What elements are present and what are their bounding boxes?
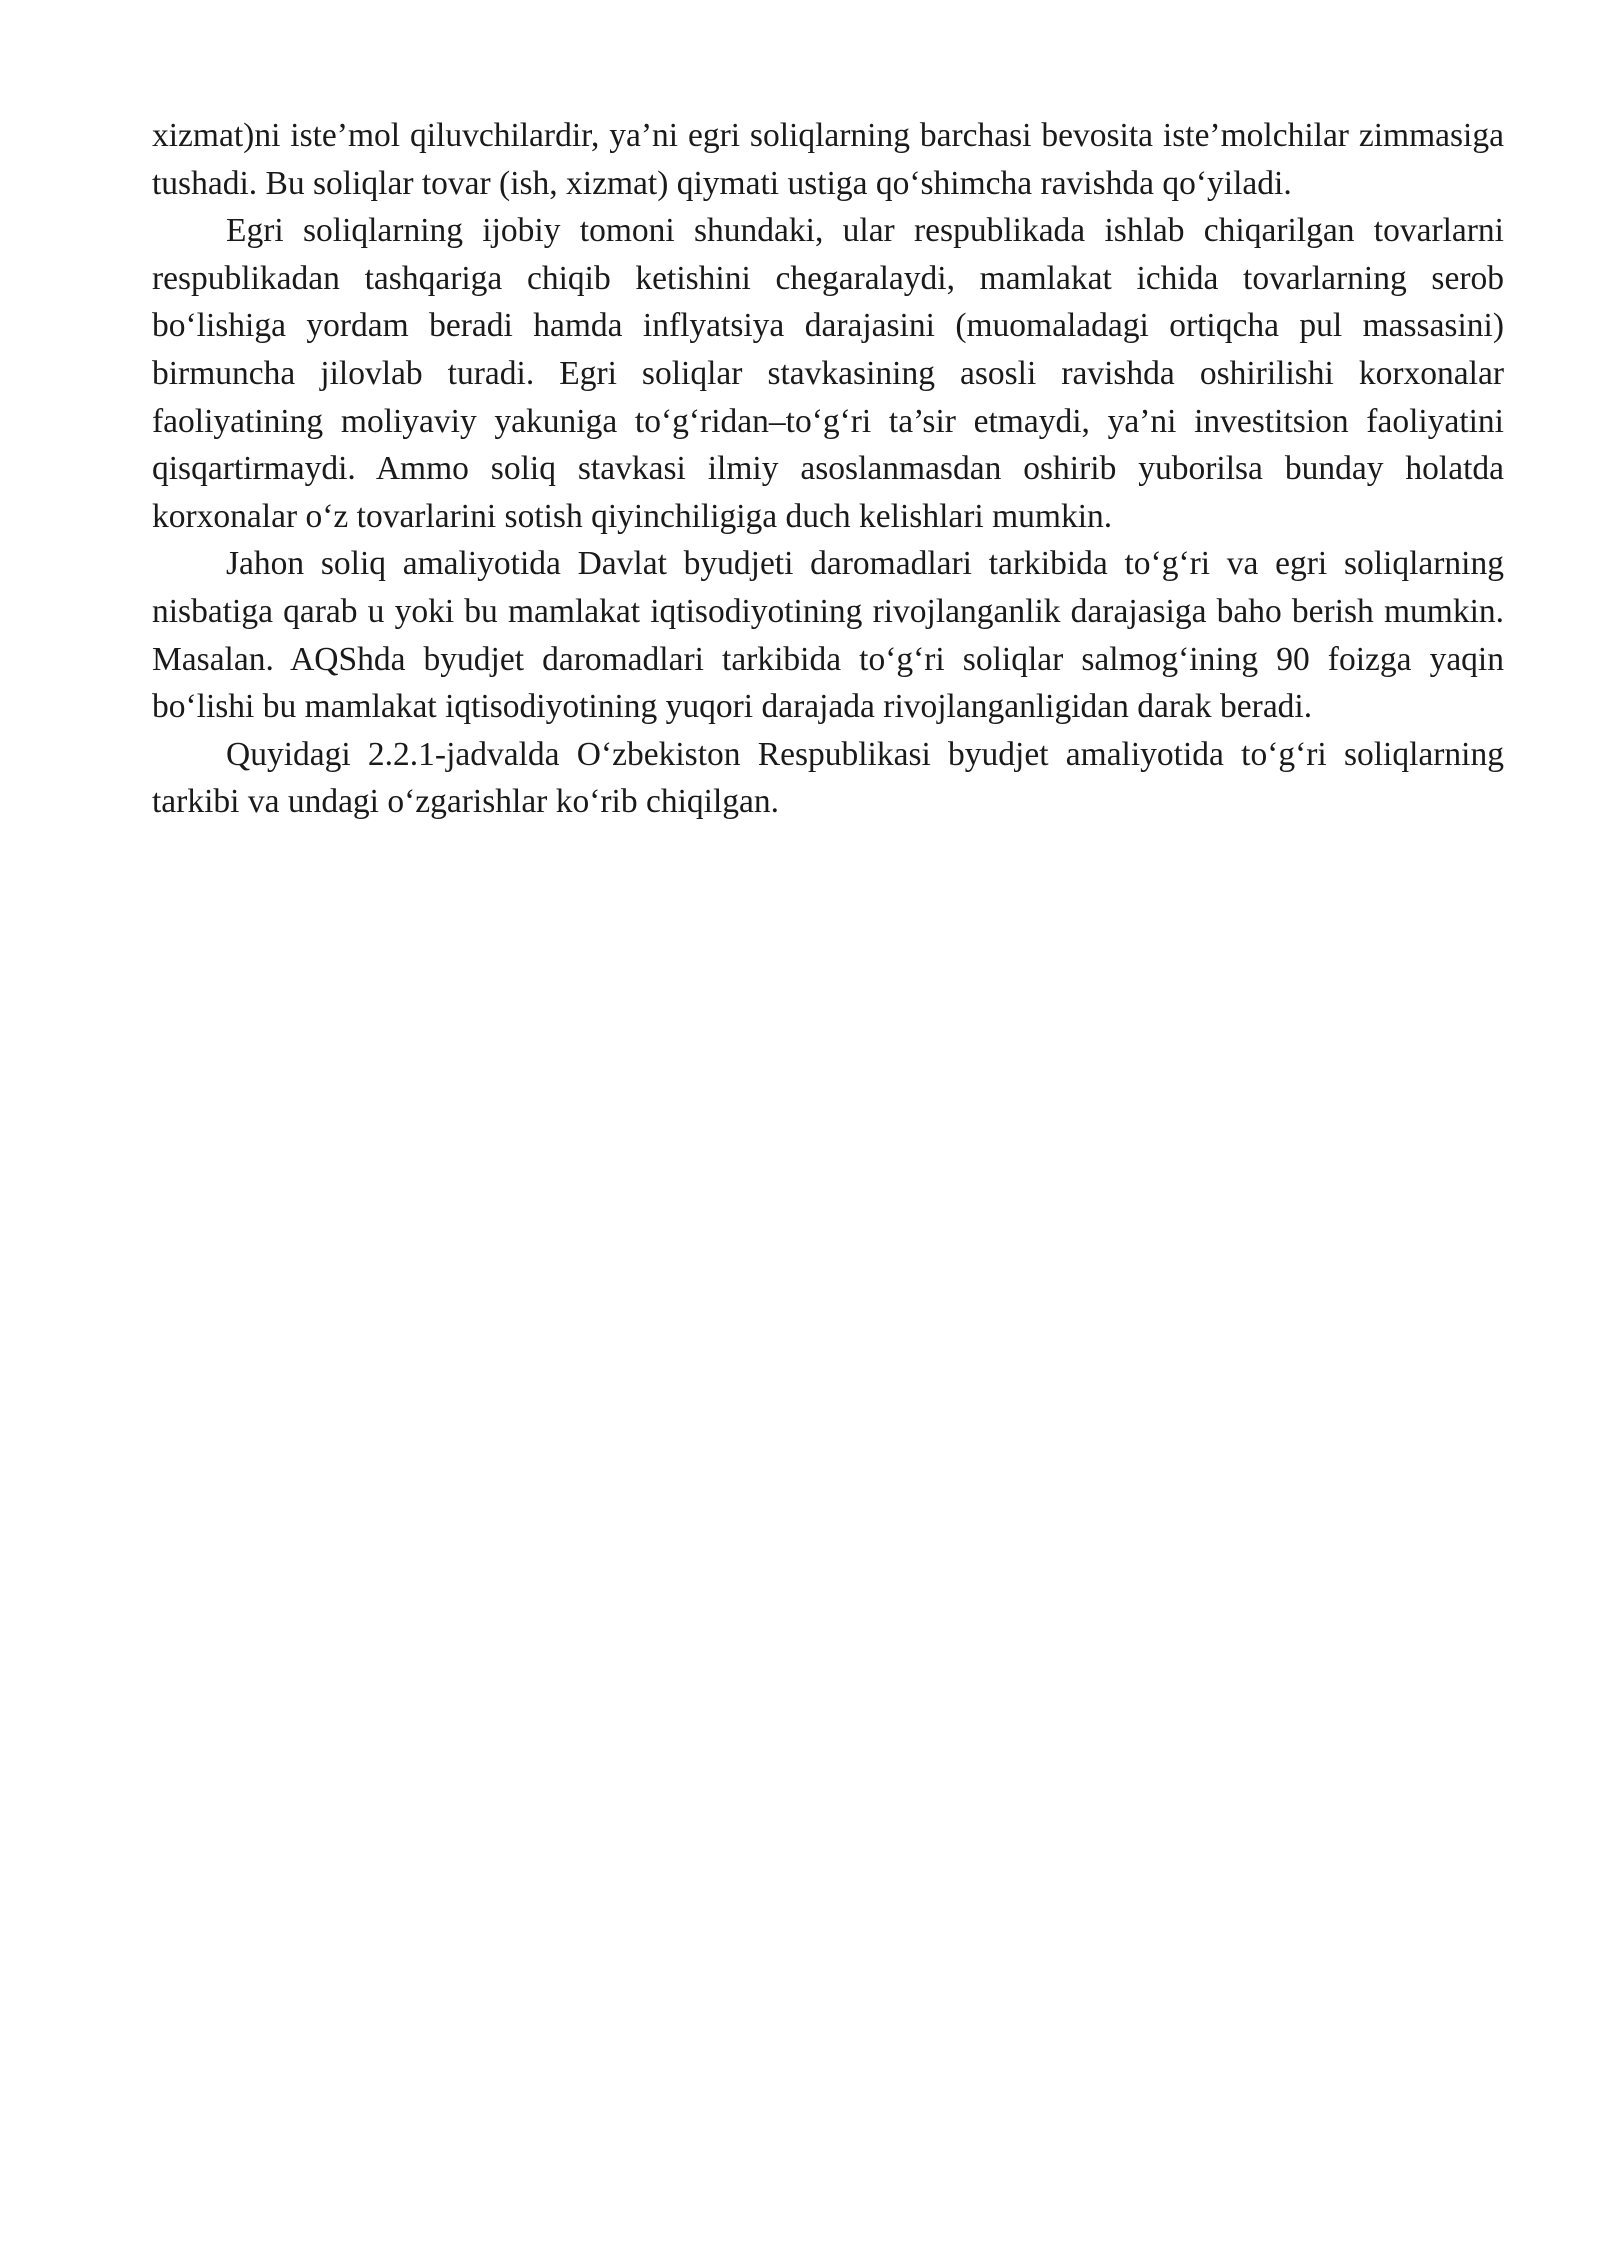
document-page bbox=[152, 112, 1504, 826]
paragraph-consumers-burden: xizmat)ni iste’mol qiluvchilardir, ya’ni egri soliqlarning barchasi bevosita iste’molchilar zimmasiga tushadi. Bu soliqlar tovar (ish, xizmat) qiymati ustiga qo‘shimcha ravishda qo‘yiladi. bbox=[152, 117, 1504, 202]
paragraph-world-tax-practice: Jahon soliq amaliyotida Davlat byudjeti daromadlari tarkibida to‘g‘ri va egri soliqlarning nisbatiga qarab u yoki bu mamlakat iqtisodiyotining rivojlanganlik darajasiga baho berish mumkin. Masalan. AQShda byudjet daromadlari tarkibida to‘g‘ri soliqlar salmog‘ining 90 foizga yaqin bo‘lishi bu mamlakat iqtisodiyotining yuqori darajada rivojlanganligidan darak beradi. bbox=[152, 545, 1504, 726]
paragraph-indirect-taxes-advantages: Egri soliqlarning ijobiy tomoni shundaki, ular respublikada ishlab chiqarilgan tovarlarni respublikadan tashqariga chiqib ketishini chegaralaydi, mamlakat ichida tovarlarning serob bo‘lishiga yordam beradi hamda inflyatsiya darajasini (muomaladagi ortiqcha pul massasini) birmuncha jilovlab turadi. Egri soliqlar stavkasining asosli ravishda oshirilishi korxonalar faoliyatining moliyaviy yakuniga to‘g‘ridan–to‘g‘ri ta’sir etmaydi, ya’ni investitsion faoliyatini qisqartirmaydi. Ammo soliq stavkasi ilmiy asoslanmasdan oshirib yuborilsa bunday holatda korxonalar o‘z tovarlarini sotish qiyinchiligiga duch kelishlari mumkin. bbox=[152, 212, 1504, 535]
paragraph-table-reference: Quyidagi 2.2.1-jadvalda O‘zbekiston Respublikasi byudjet amaliyotida to‘g‘ri soliqlarning tarkibi va undagi o‘zgarishlar ko‘rib chiqilgan. bbox=[152, 735, 1504, 821]
